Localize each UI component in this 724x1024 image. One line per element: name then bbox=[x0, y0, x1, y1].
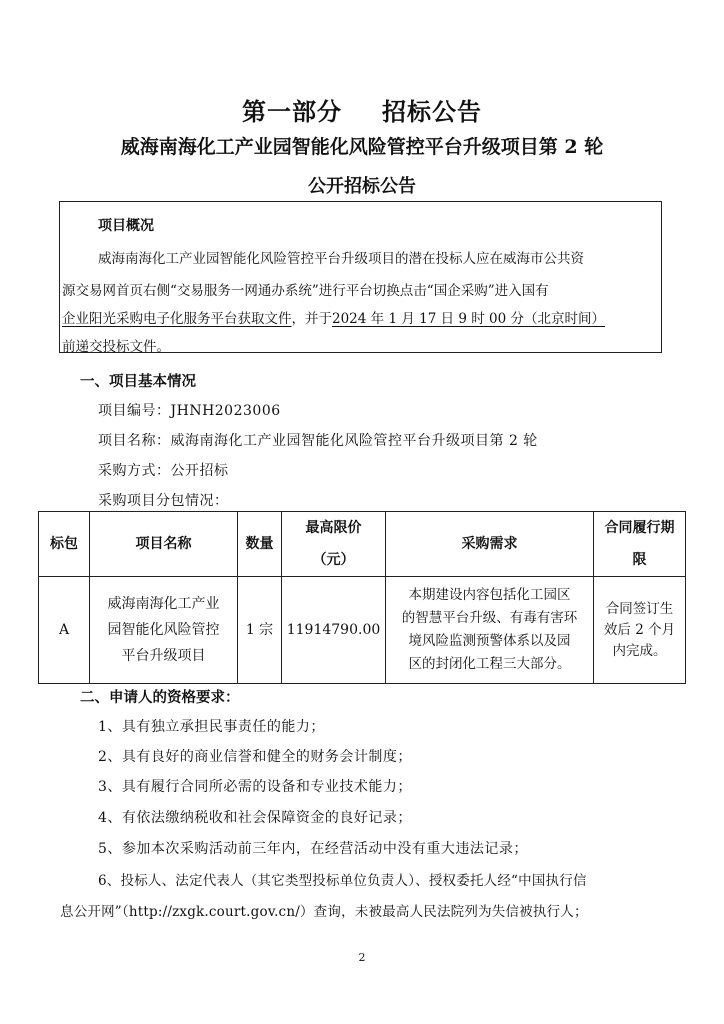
project-name: 项目名称：威海南海化工产业园智能化风险管控平台升级项目第 2 轮 bbox=[98, 433, 538, 449]
cell-text: 效后 2 个月 bbox=[603, 621, 676, 638]
deadline-text: 2024 年 1 月 17 日 9 时 00 分（北京时间） bbox=[332, 311, 606, 327]
table-header-row bbox=[39, 512, 686, 577]
header-term-line: 合同履行期 bbox=[604, 520, 675, 536]
overview-line bbox=[62, 307, 605, 327]
requirement-item-cont: 息公开网”（http://zxgk.court.gov.cn/）查询，未被最高人民法院列为失信被执行人； bbox=[60, 904, 588, 920]
cell-term bbox=[594, 577, 686, 684]
page-title bbox=[0, 92, 724, 127]
cell-text: 本期建设内容包括化工园区 bbox=[408, 587, 571, 603]
header-need: 采购需求 bbox=[386, 512, 594, 577]
header-package: 标包 bbox=[39, 512, 90, 577]
cell-text: 威海南海化工产业 bbox=[107, 596, 220, 612]
project-title: 威海南海化工产业园智能化风险管控平台升级项目第 2 轮 bbox=[120, 136, 604, 158]
cell-name bbox=[90, 577, 238, 684]
package-table bbox=[38, 511, 686, 684]
header-term bbox=[594, 512, 686, 577]
requirement-item: 5、参加本次采购活动前三年内，在经营活动中没有重大违法记录； bbox=[98, 841, 528, 857]
section-heading: 二、申请人的资格要求： bbox=[80, 689, 240, 706]
table-row bbox=[39, 577, 686, 684]
doc-platform-text: 企业阳光采购电子化服务平台获取文件 bbox=[62, 311, 292, 327]
header-price-label: 最高限价 bbox=[305, 520, 362, 536]
overview-line: 前递交投标文件。 bbox=[62, 339, 170, 355]
header-price bbox=[282, 512, 386, 577]
overview-line: 威海南海化工产业园智能化风险管控平台升级项目的潜在投标人应在威海市公共资 bbox=[98, 251, 584, 267]
page-number: 2 bbox=[358, 951, 366, 964]
cell-qty: 1 宗 bbox=[238, 577, 282, 684]
overview-line: 源交易网首页右侧“交易服务一网通办系统”进行平台切换点击“国企采购”进入国有 bbox=[62, 283, 549, 299]
header-term-line: 限 bbox=[632, 552, 647, 568]
procurement-method: 采购方式：公开招标 bbox=[98, 463, 229, 479]
part-label: 第一部分 bbox=[242, 97, 342, 126]
overview-text: ，并于 bbox=[291, 311, 332, 327]
requirement-item: 2、具有良好的商业信誉和健全的财务会计制度； bbox=[98, 749, 412, 765]
cell-text: 内完成。 bbox=[612, 642, 667, 659]
project-number: 项目编号：JHNH2023006 bbox=[98, 403, 281, 419]
requirement-item: 3、具有履行合同所必需的设备和专业技术能力； bbox=[98, 779, 412, 795]
requirement-item: 1、具有独立承担民事责任的能力； bbox=[98, 719, 325, 735]
announcement-subtitle: 公开招标公告 bbox=[308, 176, 416, 197]
requirement-item: 6、投标人、法定代表人（其它类型投标单位负责人）、授权委托人经“中国执行信 bbox=[98, 873, 587, 889]
header-name: 项目名称 bbox=[90, 512, 238, 577]
cell-package: A bbox=[39, 577, 90, 684]
requirement-item: 4、有依法缴纳税收和社会保障资金的良好记录； bbox=[98, 810, 412, 826]
header-price-unit: （元） bbox=[312, 552, 355, 568]
cell-text: 园智能化风险管控 bbox=[107, 622, 220, 638]
cell-text: 合同签订生 bbox=[605, 600, 674, 617]
header-qty: 数量 bbox=[238, 512, 282, 577]
cell-text: 的智慧平台升级、有毒有害环 bbox=[401, 610, 578, 626]
project-overview-box bbox=[59, 201, 662, 353]
section-heading: 一、项目基本情况 bbox=[80, 373, 196, 390]
cell-text: 平台升级项目 bbox=[121, 648, 206, 664]
section-title: 招标公告 bbox=[382, 97, 482, 126]
cell-text: 境风险监测预警体系以及园 bbox=[408, 633, 571, 649]
cell-text: 区的封闭化工程三大部分。 bbox=[408, 656, 571, 672]
cell-need bbox=[386, 577, 594, 684]
package-intro: 采购项目分包情况： bbox=[98, 493, 229, 509]
cell-price: 11914790.00 bbox=[282, 577, 386, 684]
overview-heading: 项目概况 bbox=[98, 218, 154, 234]
